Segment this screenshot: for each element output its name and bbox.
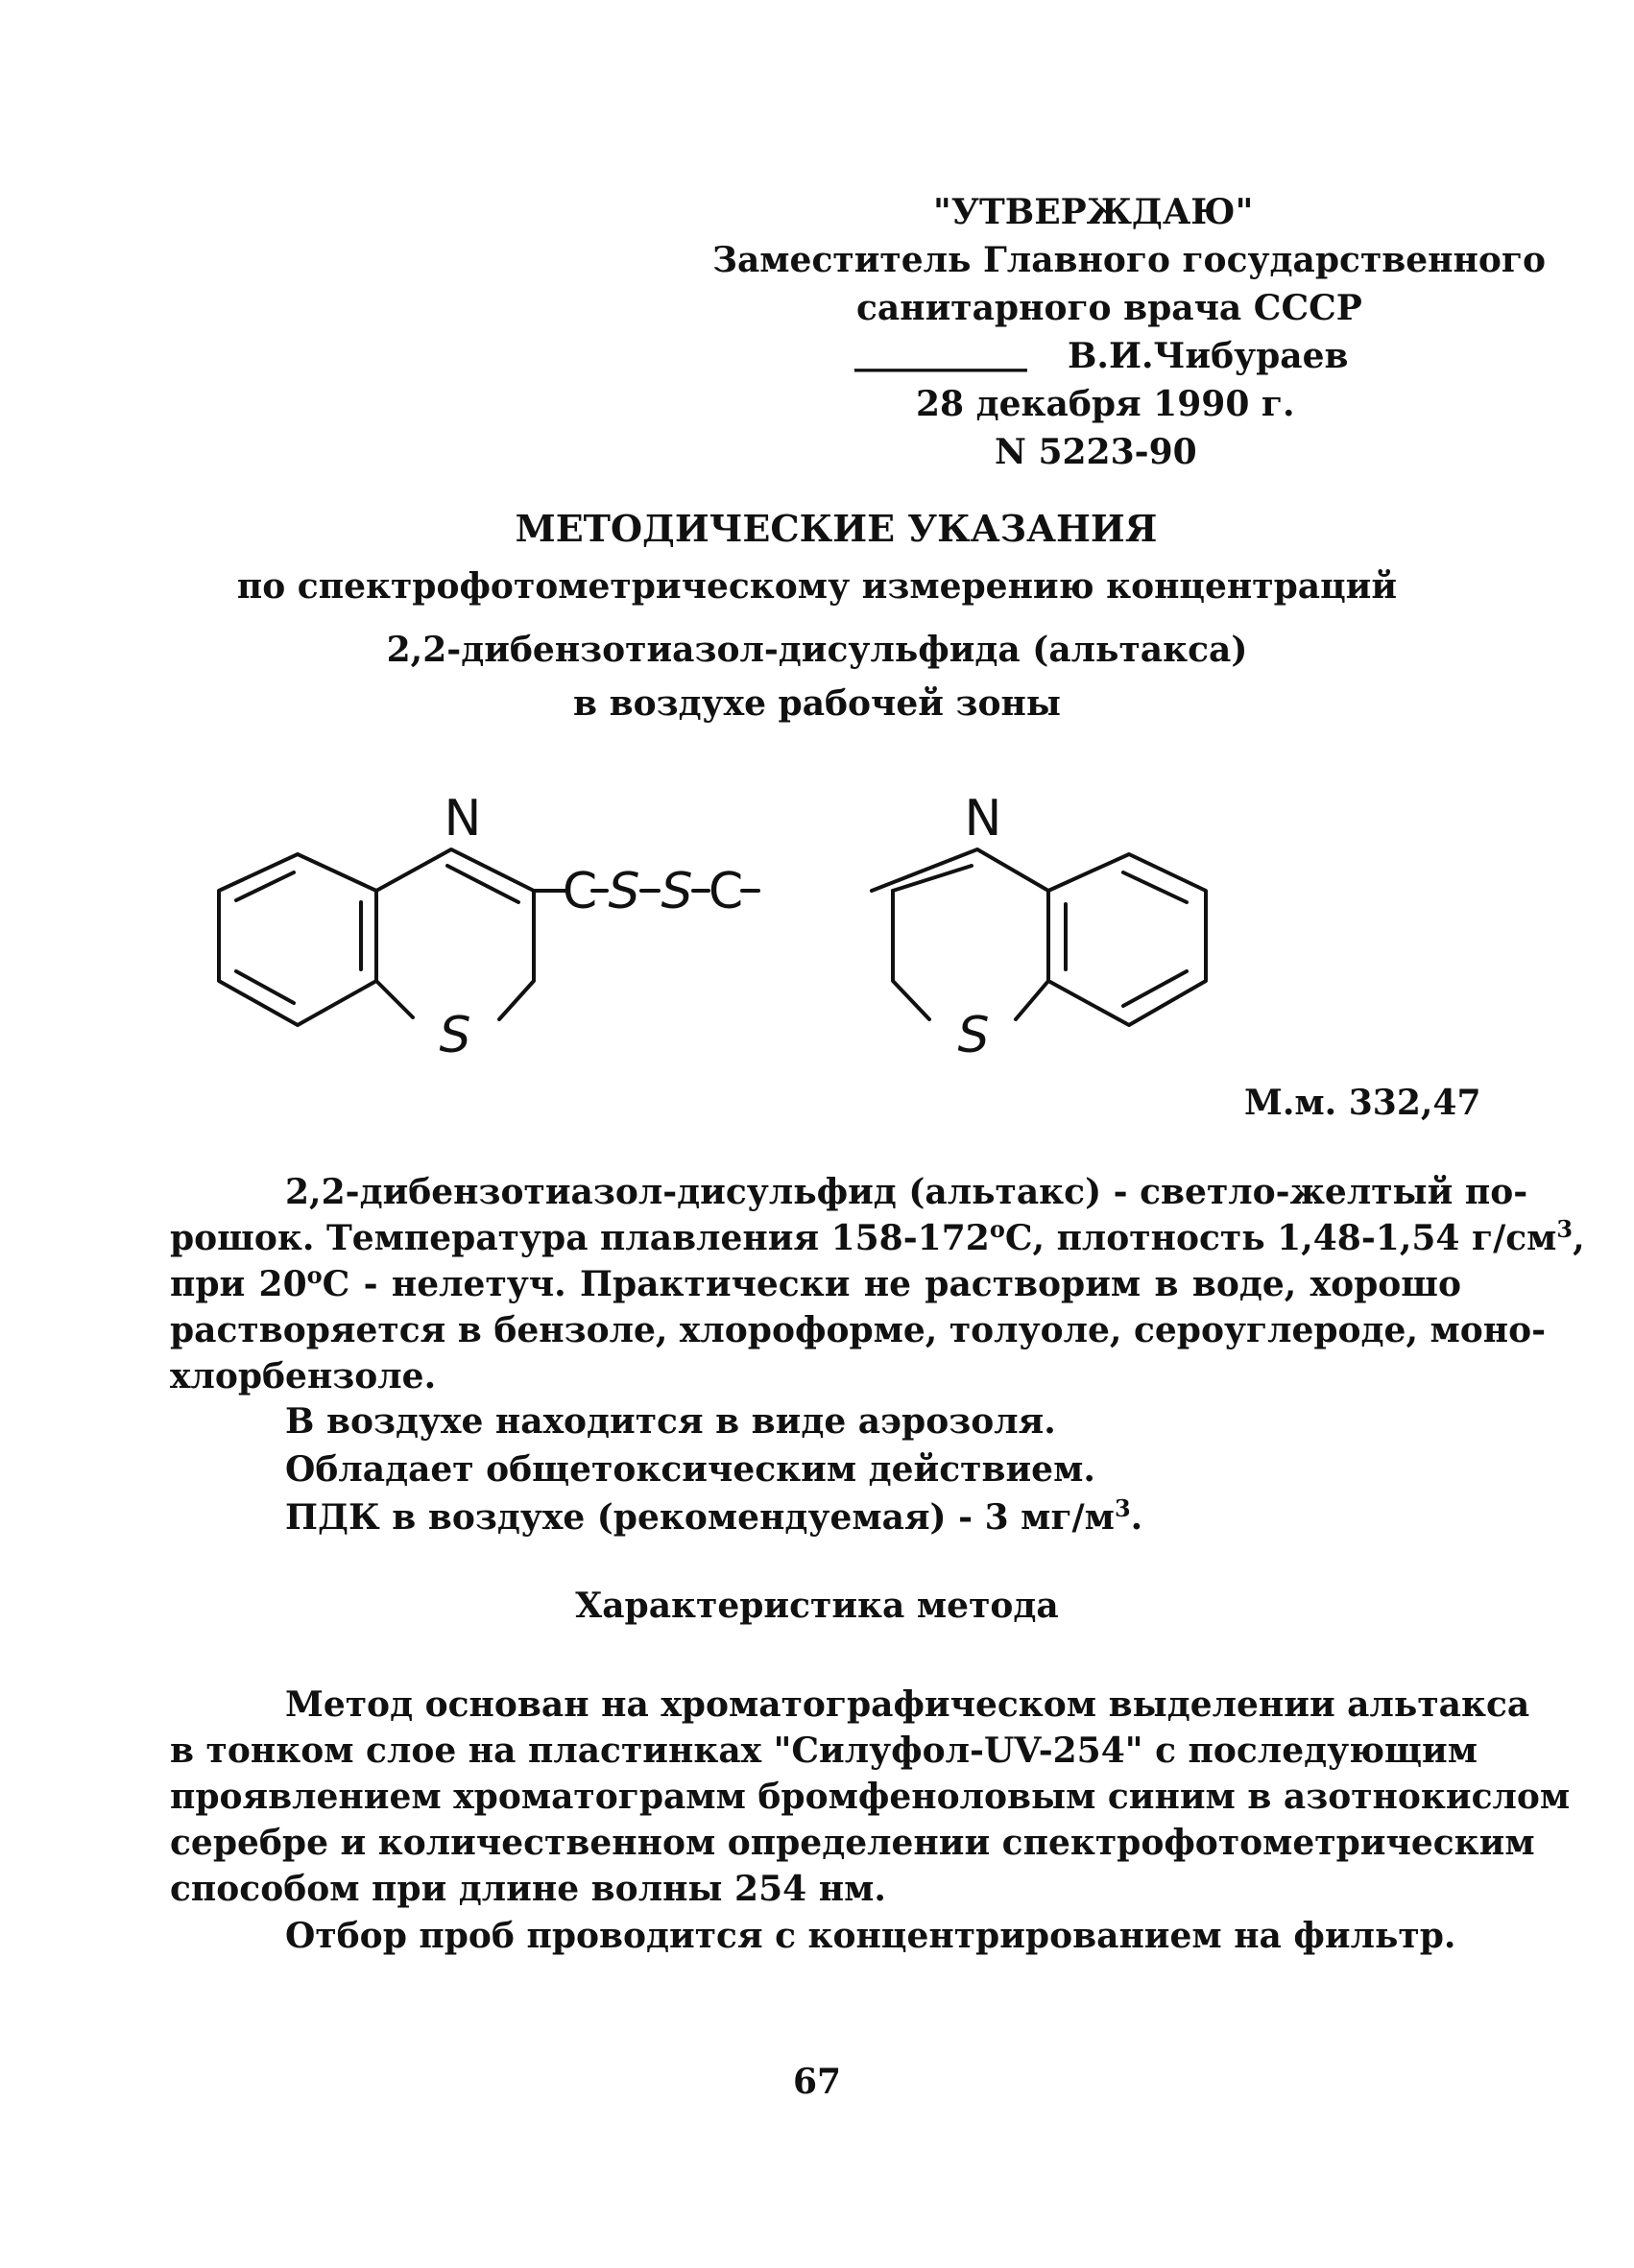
method-line3: проявлением хроматограмм бромфеноловым синим в азотнокислом: [170, 1777, 1571, 1817]
atom-c-right: C: [708, 863, 744, 920]
description-line1: 2,2-дибензотиазол-дисульфид (альтакс) - светло-желтый по-: [285, 1172, 1528, 1212]
atom-s-link1: S: [608, 863, 640, 920]
chemical-structure: [0, 758, 1634, 1085]
description-line2: рошок. Температура плавления $158-172^оС$, плотность 1,48-1,54 $г/см^3$,: [170, 1215, 1585, 1258]
approval-position-line2: санитарного врача СССР: [856, 288, 1362, 328]
atom-s-right-ring: S: [957, 1007, 990, 1064]
degree-sign: о: [989, 1215, 1005, 1243]
approval-position-line1: Заместитель Главного государственного: [712, 240, 1546, 280]
toxicity-statement: Обладает общетоксическим действием.: [285, 1449, 1095, 1490]
atom-n-left: N: [444, 790, 482, 848]
degree-sign-2: о: [306, 1261, 323, 1289]
method-heading: Характеристика метода: [575, 1586, 1059, 1626]
mac-statement: ПДК в воздухе (рекомендуемая) - 3 $мг/м^3$.: [285, 1494, 1143, 1538]
aerosol-statement: В воздухе находится в виде аэрозоля.: [285, 1401, 1056, 1442]
molar-mass: М.м. 332,47: [1244, 1083, 1481, 1123]
description-line3: при $20^оС$ - нелетуч. Практически не растворим в воде, хорошо: [170, 1261, 1461, 1304]
title-line4: в воздухе рабочей зоны: [573, 683, 1061, 724]
method-paragraph: [170, 1682, 1571, 1912]
title-line2: по спектрофотометрическому измерению концентраций: [236, 566, 1398, 607]
title-line3: 2,2-дибензотиазол-дисульфида (альтакса): [386, 630, 1248, 670]
description-line5: хлорбензоле.: [170, 1356, 437, 1397]
cube-superscript-2: 3: [1114, 1494, 1131, 1522]
method-line4: серебре и количественном определении спектрофотометрическим: [170, 1823, 1535, 1863]
left-benzene-ring: [219, 854, 376, 1025]
approval-date: 28 декабря 1990 г.: [916, 384, 1295, 424]
method-line1: Метод основан на хроматографическом выделении альтакса: [285, 1684, 1530, 1725]
method-line2: в тонком слое на пластинках "Силуфол-UV-254" с последующим: [170, 1731, 1478, 1771]
cube-superscript: 3: [1556, 1215, 1574, 1243]
atom-s-left-ring: S: [439, 1007, 471, 1064]
right-benzene-ring: [1048, 854, 1206, 1025]
document-title: МЕТОДИЧЕСКИЕ УКАЗАНИЯ: [515, 507, 1158, 550]
left-thiazole-ring: [376, 849, 534, 1019]
atom-c-left: C: [562, 863, 598, 920]
atom-s-link2: S: [661, 863, 693, 920]
signatory-name: В.И.Чибураев: [1068, 336, 1349, 376]
page-number: 67: [792, 2062, 842, 2102]
method-line5: способом при длине волны 254 нм.: [170, 1869, 886, 1909]
approval-stamp: "УТВЕРЖДАЮ": [933, 192, 1254, 232]
approval-number: N 5223-90: [995, 432, 1197, 472]
description-line4: растворяется в бензоле, хлороформе, толуоле, сероуглероде, моно-: [170, 1310, 1547, 1350]
sampling-statement: Отбор проб проводится с концентрированием на фильтр.: [285, 1916, 1456, 1956]
signature-line: __________: [854, 332, 1027, 372]
atom-n-right: N: [964, 790, 1002, 848]
description-paragraph: [170, 1169, 1585, 1399]
